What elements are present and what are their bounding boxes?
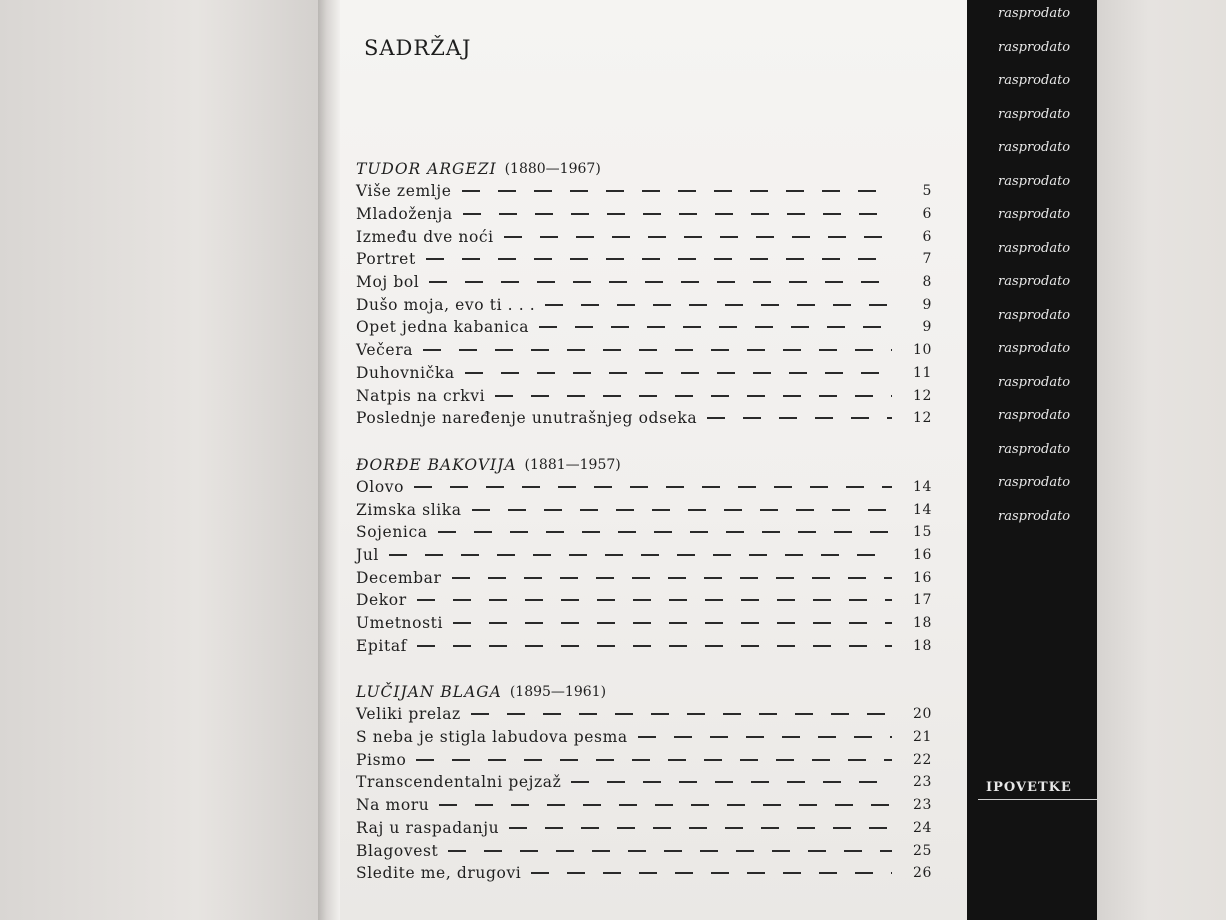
entry-title: Transcendentalni pejzaž <box>356 773 562 792</box>
toc-entry <box>356 839 932 862</box>
entry-title: Olovo <box>356 477 405 496</box>
rasprodato-stamp: rasprodato <box>998 240 1071 256</box>
rasprodato-stamp: rasprodato <box>998 73 1071 88</box>
entry-page: 14 <box>912 478 932 495</box>
entry-title: Sojenica <box>356 523 428 542</box>
entry-title: Umetnosti <box>356 614 444 633</box>
entry-page: 8 <box>922 274 932 291</box>
toc-entry <box>356 634 932 657</box>
entry-title: Na moru <box>356 796 430 815</box>
leader-dashes <box>417 599 892 601</box>
leader-dashes <box>439 804 892 806</box>
entry-page: 9 <box>922 319 932 336</box>
author-heading <box>356 158 932 180</box>
spine-divider <box>978 799 1112 800</box>
entry-title: Sledite me, drugovi <box>356 864 522 883</box>
leader-dashes <box>504 236 892 238</box>
toc-entry <box>356 316 932 339</box>
toc-entry <box>356 589 932 612</box>
rasprodato-stamp: rasprodato <box>998 39 1071 55</box>
toc-entry <box>356 771 932 794</box>
rasprodato-stamp: rasprodato <box>998 106 1071 122</box>
toc-section <box>356 454 932 658</box>
table-surface <box>1097 0 1226 920</box>
toc-entry <box>356 248 932 271</box>
entry-title: Veliki prelaz <box>356 705 461 724</box>
entry-page: 21 <box>912 729 932 746</box>
entry-page: 23 <box>912 797 932 814</box>
toc-entry <box>356 544 932 567</box>
leader-dashes <box>545 304 892 306</box>
leader-dashes <box>465 372 892 374</box>
author-years: (1880—1967) <box>504 161 601 177</box>
toc-entry <box>356 225 932 248</box>
toc-entry <box>356 362 932 385</box>
entry-page: 14 <box>912 501 932 518</box>
rasprodato-stamp: rasprodato <box>998 508 1071 524</box>
entry-page: 16 <box>912 569 932 586</box>
rasprodato-stamp: rasprodato <box>998 441 1071 457</box>
toc-section <box>356 158 932 430</box>
leader-dashes <box>426 258 892 260</box>
leader-dashes <box>429 281 892 283</box>
leader-dashes <box>448 850 892 852</box>
entry-page: 12 <box>912 410 932 427</box>
leader-dashes <box>539 326 892 328</box>
toc-section <box>356 681 932 885</box>
toc-entry <box>356 293 932 316</box>
toc-entry <box>356 794 932 817</box>
leader-dashes <box>423 349 892 351</box>
leader-dashes <box>509 827 892 829</box>
rasprodato-stamp: rasprodato <box>998 408 1071 423</box>
toc-entry <box>356 339 932 362</box>
table-of-contents <box>356 158 932 909</box>
entry-title: Opet jedna kabanica <box>356 318 530 337</box>
book-gutter <box>318 0 340 920</box>
entry-page: 5 <box>922 183 932 200</box>
toc-entry <box>356 612 932 635</box>
author-heading <box>356 454 932 476</box>
leader-dashes <box>414 486 892 488</box>
entry-page: 23 <box>912 774 932 791</box>
toc-entry <box>356 476 932 499</box>
rasprodato-stamp: rasprodato <box>998 6 1071 21</box>
entry-page: 7 <box>922 251 932 268</box>
leader-dashes <box>472 509 892 511</box>
entry-page: 26 <box>912 865 932 882</box>
author-years: (1895—1961) <box>509 684 607 701</box>
author-name: ĐORĐE BAKOVIJA <box>356 455 517 474</box>
rasprodato-stamp: rasprodato <box>998 173 1071 189</box>
leader-dashes <box>571 781 892 783</box>
leader-dashes <box>417 645 892 647</box>
entry-title: Blagovest <box>356 841 439 860</box>
entry-title: Portret <box>356 250 416 269</box>
toc-entry <box>356 407 932 430</box>
rasprodato-stamp: rasprodato <box>998 207 1071 222</box>
author-years: (1881—1957) <box>524 456 621 473</box>
toc-entry <box>356 180 932 203</box>
toc-entry <box>356 498 932 521</box>
entry-title: Dušo moja, evo ti . . . <box>356 295 536 314</box>
entry-page: 18 <box>912 637 932 654</box>
leader-dashes <box>531 872 892 874</box>
rasprodato-stamp: rasprodato <box>998 475 1071 490</box>
entry-title: Zimska slika <box>356 500 462 519</box>
author-name: LUČIJAN BLAGA <box>356 683 502 702</box>
author-name: TUDOR ARGEZI <box>356 160 497 178</box>
entry-title: Više zemlje <box>356 182 452 201</box>
entry-page: 25 <box>912 842 932 859</box>
rasprodato-stamp: rasprodato <box>998 140 1071 155</box>
leader-dashes <box>416 759 892 761</box>
entry-page: 12 <box>912 387 932 404</box>
entry-title: Između dve noći <box>356 227 494 246</box>
entry-title: Dekor <box>356 591 407 610</box>
toc-entry <box>356 384 932 407</box>
entry-title: Raj u raspadanju <box>356 818 500 837</box>
page-title: SADRŽAJ <box>364 36 472 60</box>
entry-page: 24 <box>912 819 932 836</box>
entry-title: Večera <box>356 341 414 360</box>
leader-dashes <box>463 213 892 215</box>
entry-title: Jul <box>356 545 379 564</box>
entry-page: 17 <box>912 592 932 609</box>
entry-page: 22 <box>912 751 932 768</box>
entry-title: Pismo <box>356 750 407 769</box>
entry-page: 6 <box>922 206 932 223</box>
leader-dashes <box>438 531 892 533</box>
toc-entry <box>356 271 932 294</box>
toc-entry <box>356 748 932 771</box>
rasprodato-stamp: rasprodato <box>998 274 1071 289</box>
leader-dashes <box>462 190 892 192</box>
entry-page: 15 <box>912 524 932 541</box>
entry-title: Natpis na crkvi <box>356 386 486 405</box>
rasprodato-stamp: rasprodato <box>998 341 1071 356</box>
spine-label: IPOVETKE <box>986 780 1072 795</box>
toc-entry <box>356 726 932 749</box>
left-page <box>0 0 328 920</box>
entry-page: 6 <box>922 228 932 245</box>
entry-page: 9 <box>922 296 932 313</box>
entry-title: Decembar <box>356 568 442 587</box>
leader-dashes <box>495 395 892 397</box>
rasprodato-stamp: rasprodato <box>998 374 1071 390</box>
entry-page: 11 <box>912 364 932 381</box>
entry-page: 20 <box>912 706 932 723</box>
entry-title: Moj bol <box>356 273 420 292</box>
entry-title: Mladoženja <box>356 205 453 224</box>
leader-dashes <box>389 554 892 556</box>
leader-dashes <box>453 622 892 624</box>
toc-entry <box>356 862 932 885</box>
entry-title: Epitaf <box>356 636 408 655</box>
toc-entry <box>356 203 932 226</box>
toc-entry <box>356 817 932 840</box>
entry-page: 16 <box>912 546 932 563</box>
toc-entry <box>356 521 932 544</box>
leader-dashes <box>471 713 892 715</box>
entry-title: Duhovnička <box>356 363 455 382</box>
toc-entry <box>356 566 932 589</box>
entry-page: 10 <box>912 342 932 359</box>
rasprodato-stamp: rasprodato <box>998 307 1071 323</box>
entry-page: 18 <box>912 615 932 632</box>
entry-title: Poslednje naređenje unutrašnjeg odseka <box>356 409 698 428</box>
stamp-list <box>998 4 1108 540</box>
author-heading <box>356 681 932 703</box>
leader-dashes <box>638 736 892 738</box>
leader-dashes <box>452 577 892 579</box>
toc-entry <box>356 703 932 726</box>
entry-title: S neba je stigla labudova pesma <box>356 728 628 747</box>
leader-dashes <box>707 417 892 419</box>
